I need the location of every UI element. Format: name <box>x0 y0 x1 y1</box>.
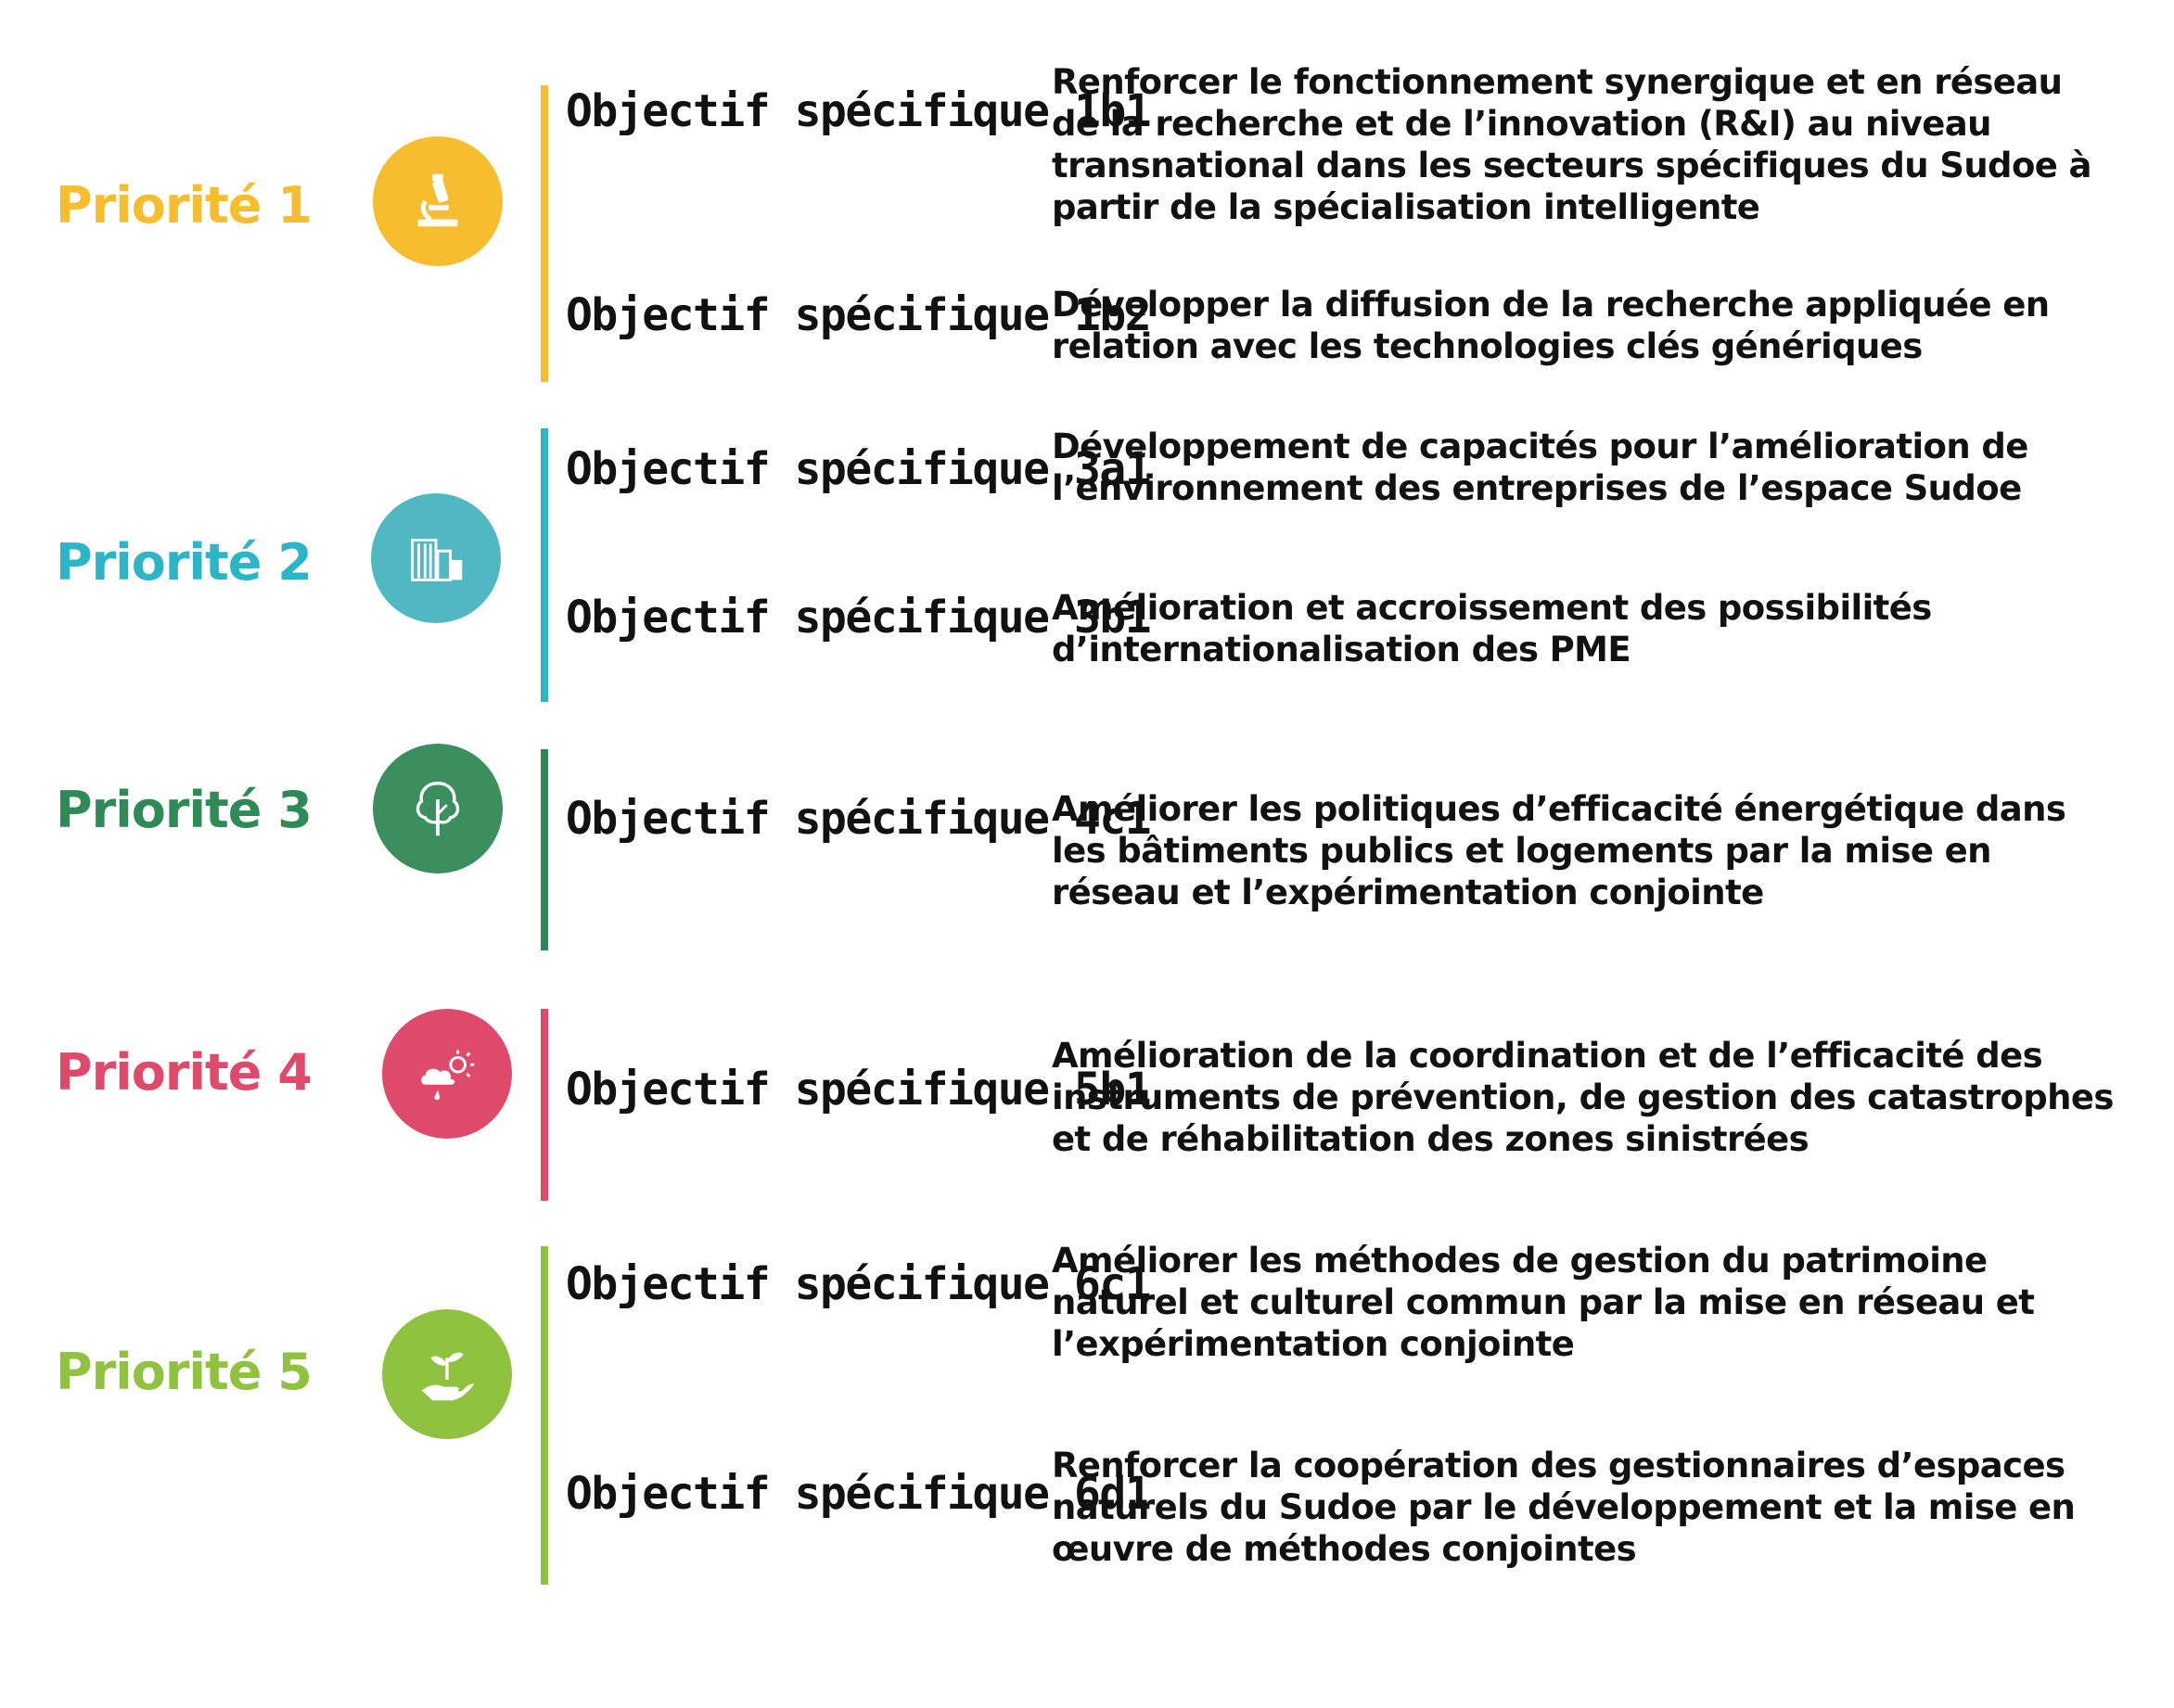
objective-4c1-desc: Améliorer les politiques d’efficacité énergétique dans les bâtiments publics et logements par la mise en réseau et l’expérimentation conjointe <box>1052 789 2066 912</box>
microscope-icon <box>402 165 474 237</box>
priority-3-line <box>541 749 548 950</box>
objective-1b1-desc: Renforcer le fonctionnement synergique et en réseau de la recherche et de l’innovation (R&I) au niveau transnational dans les secteurs spécifiques du Sudoe à partir de la spécialisation intelligente <box>1052 62 2091 227</box>
tree-icon <box>402 772 474 845</box>
priority-1-line <box>541 85 548 382</box>
objective-6c1-label: Objectif spécifique 6c1 <box>566 1258 1151 1310</box>
objective-3a1-label: Objectif spécifique 3a1 <box>566 443 1151 495</box>
objective-6d1-desc: Renforcer la coopération des gestionnaires d’espaces naturels du Sudoe par le développement et la mise en œuvre de méthodes conjointes <box>1052 1446 2076 1569</box>
priority-1-label: Priorité 1 <box>56 176 312 235</box>
priority-4-line <box>541 1009 548 1201</box>
objective-3a1-desc: Développement de capacités pour l’amélioration de l’environnement des entreprises de l’espace Sudoe <box>1052 427 2028 508</box>
priority-2-icon-circle <box>371 493 501 623</box>
priority-1-icon-circle <box>373 136 503 266</box>
objective-5b1-label: Objectif spécifique 5b1 <box>566 1064 1151 1115</box>
objective-6d1-label: Objectif spécifique 6d1 <box>566 1468 1151 1520</box>
priority-5-icon-circle <box>382 1309 512 1439</box>
weather-icon <box>411 1038 483 1110</box>
priority-2-line <box>541 428 548 702</box>
priority-5-label: Priorité 5 <box>56 1343 312 1401</box>
objective-4c1-label: Objectif spécifique 4c1 <box>566 793 1151 845</box>
priority-3-icon-circle <box>373 744 503 873</box>
objective-1b2-desc: Développer la diffusion de la recherche appliquée en relation avec les technologies clés génériques <box>1052 285 2050 366</box>
priority-4-label: Priorité 4 <box>56 1043 312 1102</box>
objective-1b2-label: Objectif spécifique 1b2 <box>566 289 1151 341</box>
priority-3-label: Priorité 3 <box>56 781 312 839</box>
objective-3b1-desc: Amélioration et accroissement des possibilités d’internationalisation des PME <box>1052 588 1932 669</box>
objective-6c1-desc: Améliorer les méthodes de gestion du patrimoine naturel et culturel commun par la mise en réseau et l’expérimentation conjointe <box>1052 1241 2035 1364</box>
objective-5b1-desc: Amélioration de la coordination et de l’efficacité des instruments de prévention, de gestion des catastrophes et de réhabilitation des zones sinistrées <box>1052 1036 2114 1159</box>
objective-1b1-label: Objectif spécifique 1b1 <box>566 85 1151 137</box>
priority-4-icon-circle <box>382 1009 512 1139</box>
priority-5-line <box>541 1246 548 1585</box>
hand-plant-icon <box>411 1338 483 1410</box>
objective-3b1-label: Objectif spécifique 3b1 <box>566 592 1151 644</box>
buildings-icon <box>400 522 472 594</box>
priority-2-label: Priorité 2 <box>56 533 312 592</box>
